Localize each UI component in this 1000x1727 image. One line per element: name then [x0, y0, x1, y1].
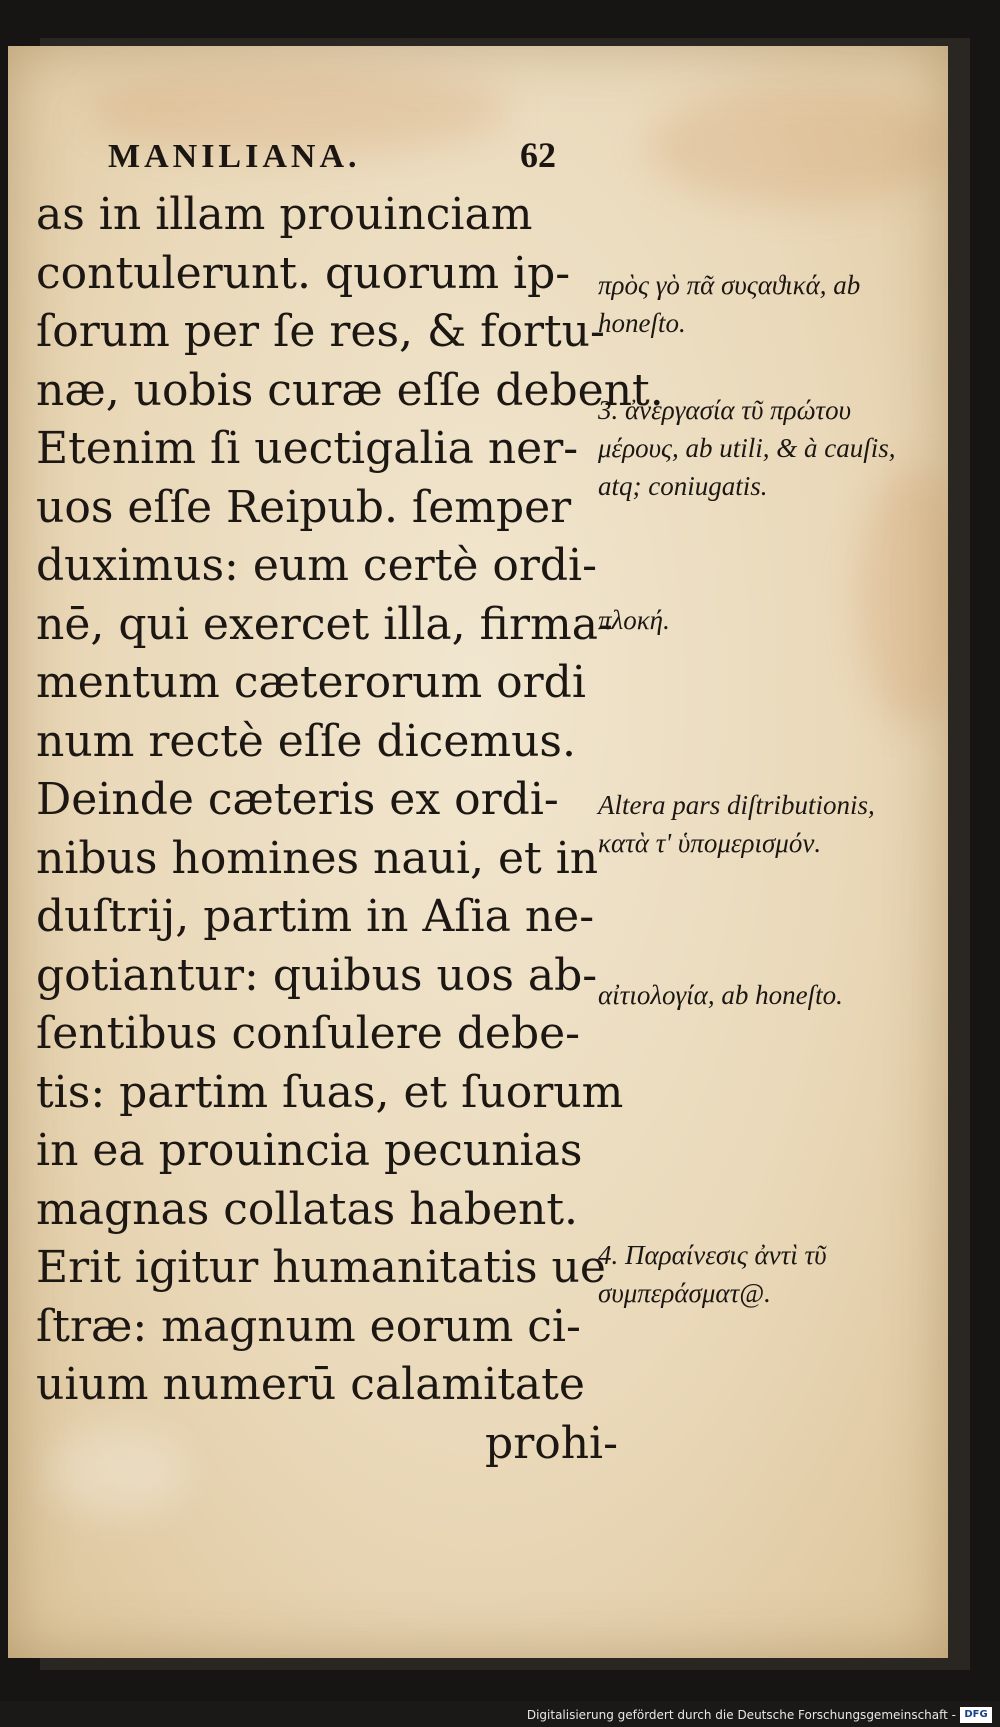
text-line: mentum cæterorum ordi	[36, 657, 586, 708]
funding-credit: Digitalisierung gefördert durch die Deutsche Forschungsgemeinschaft -	[526, 1708, 956, 1722]
page-stain	[858, 466, 948, 726]
text-line: ſtræ: magnum eorum ci-	[36, 1300, 581, 1352]
marginal-note: 4. Παραίνεσις ἀντὶ τῦ συμπεράσματ@.	[598, 1240, 827, 1308]
text-line: num rectè eſſe dicemus.	[36, 715, 576, 767]
text-line: duſtrij, partim in Aſia ne-	[36, 891, 595, 942]
text-line: magnas collatas habent.	[36, 1183, 579, 1235]
marginal-note: πλοκή.	[598, 605, 670, 635]
text-line: uos eſſe Reipub. ſemper	[36, 481, 572, 533]
text-line: in ea prouincia pecunias	[36, 1125, 583, 1176]
text-line: uium numerū calamitate	[36, 1359, 585, 1410]
footer-bar	[0, 1701, 1000, 1727]
text-line: contulerunt. quorum ip-	[36, 247, 571, 299]
text-line: tis: partim ſuas, et ſuorum	[36, 1066, 624, 1118]
text-line: as in illam prouinciam	[36, 189, 533, 240]
text-line: gotiantur: quibus uos ab-	[36, 949, 598, 1001]
text-line: nibus homines naui, et in	[36, 832, 599, 884]
running-head: MANILIANA.	[108, 138, 361, 175]
book-page	[8, 46, 948, 1658]
marginal-note: αἰτιολογία, ab honeſto.	[598, 980, 843, 1010]
page-stain	[648, 86, 948, 206]
text-line: nē, qui exercet illa, firma-	[36, 598, 613, 650]
dfg-logo: DFG	[960, 1707, 992, 1723]
marginal-note: Altera pars diſtributionis, κατὰ τ' ὑπομερισμόν.	[598, 790, 875, 858]
catchword: prohi-	[485, 1417, 618, 1469]
text-line: Erit igitur humanitatis ue	[36, 1242, 606, 1293]
text-line: duximus: eum certè ordi-	[36, 540, 597, 591]
text-line: ſorum per ſe res, & fortu-	[36, 306, 605, 357]
text-line: Deinde cæteris ex ordi-	[36, 774, 559, 825]
text-line: næ, uobis curæ eſſe debent.	[36, 364, 664, 416]
marginal-note: 3. ἀνεργασία τῦ πρώτου μέρους, ab utili, & à cauſis, atq; coniugatis.	[598, 395, 896, 501]
text-line: ſentibus conſulere debe-	[36, 1008, 581, 1059]
marginal-note: πρὸς γὸ πᾶ συςαϑικά, ab honeſto.	[598, 270, 861, 338]
text-line: Etenim ſi uectigalia ner-	[36, 423, 579, 474]
page-number: 62	[520, 135, 556, 175]
